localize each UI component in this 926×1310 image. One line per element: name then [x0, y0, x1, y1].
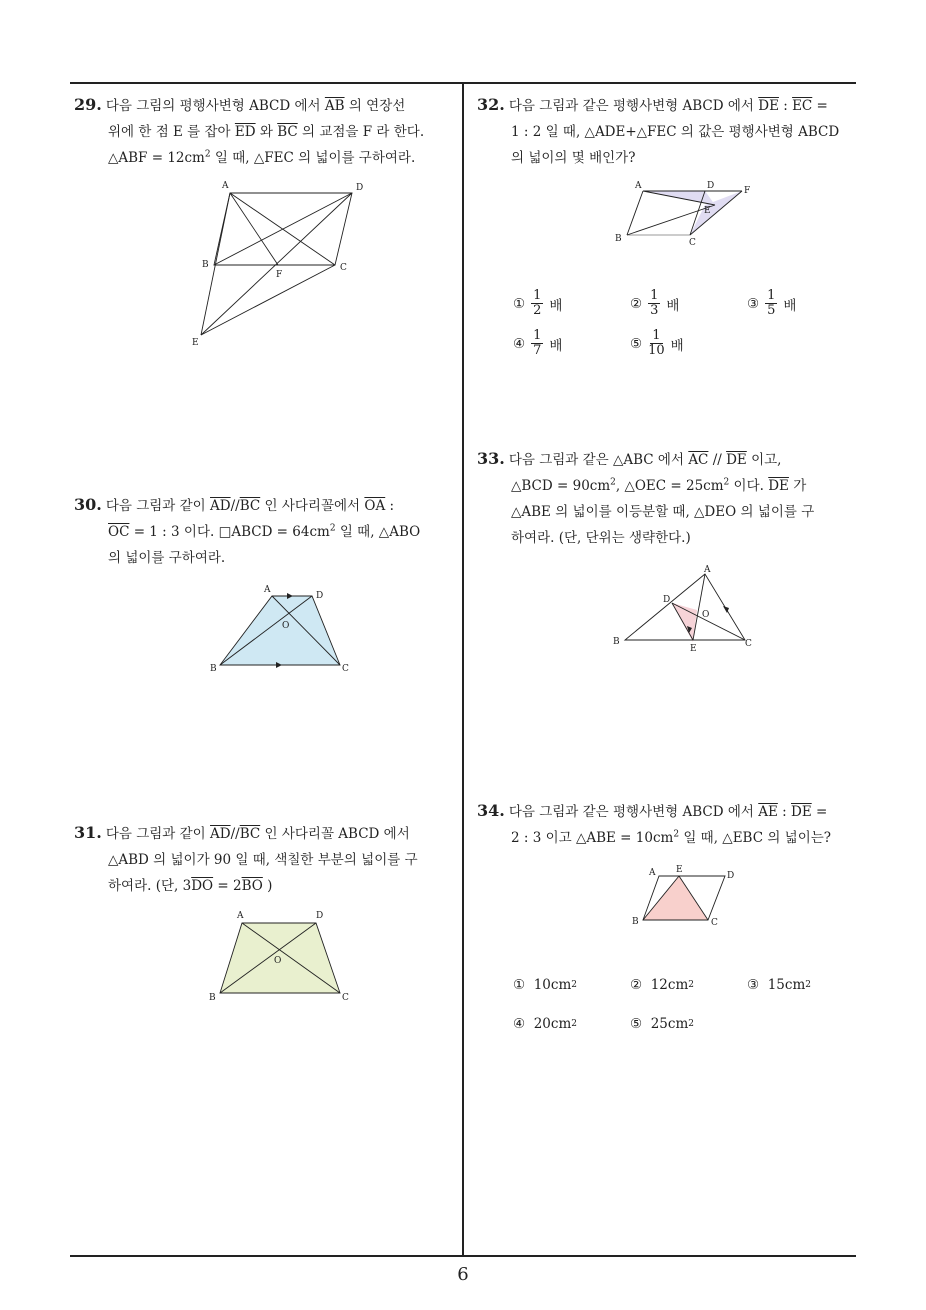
choice-3[interactable]: ③ 15cm 2: [747, 977, 811, 993]
choice-2[interactable]: ② $\frac{1}{3}$ 배: [630, 288, 680, 318]
choice-1[interactable]: ① 10cm 2: [513, 977, 577, 993]
label-d: D: [356, 183, 364, 193]
question-29: 29. 다음 그림의 평행사변형 ABCD 에서 $\overline{AB}$ 의 연장선 위에 한 점 E 를 잡아 $\overline{ED}$ 와 $\overline{BC}$ 의 교점을 F 라 한다. △ABF = $12cm^2$ 일 때, △FEC 의 넓이를 구하여라.: [74, 95, 425, 166]
question-31: 31. 다음 그림과 같이 $\overline{AD}//\overline{BC}$ 인 사다리꼴 ABCD 에서 △ABD 의 넓이가 90 일 때, 색칠한 부분의 넓이를 구 하여라. (단, $3\overline{DO} = 2\overline{BO}$ ): [74, 823, 418, 894]
question-number: 34.: [477, 801, 505, 820]
label-c: C: [689, 238, 696, 248]
label-b: B: [209, 993, 216, 1003]
figure-32-parallelogram: [605, 175, 765, 250]
label-f: F: [744, 186, 751, 196]
choice-4[interactable]: ④ $\frac{1}{7}$ 배: [513, 328, 563, 358]
label-d: D: [663, 595, 671, 605]
label-o: O: [282, 621, 290, 631]
label-b: B: [615, 234, 622, 244]
choice-4[interactable]: ④ 20cm 2: [513, 1016, 577, 1032]
question-number: 31.: [74, 823, 102, 842]
label-c: C: [342, 664, 349, 674]
label-c: C: [340, 263, 347, 273]
question-number: 33.: [477, 449, 505, 468]
label-a: A: [222, 181, 229, 191]
choice-5[interactable]: ⑤ 25cm 2: [630, 1016, 694, 1032]
label-d: D: [316, 911, 324, 921]
label-o: O: [274, 956, 282, 966]
label-d: D: [727, 871, 735, 881]
question-number: 29.: [74, 95, 102, 114]
question-34: 34. 다음 그림과 같은 평행사변형 ABCD 에서 $\overline{AE}$ : $\overline{DE}$ = 2 : 3 이고 △ABE = $10cm^2$ 일 때, △EBC 의 넓이는?: [477, 801, 832, 846]
question-32: 32. 다음 그림과 같은 평행사변형 ABCD 에서 $\overline{DE}$ : $\overline{EC}$ = 1 : 2 일 때, △ADE+△FEC 의 값은 평행사변형 ABCD 의 넓이의 몇 배인가?: [477, 95, 840, 166]
label-c: C: [745, 639, 752, 649]
figure-30-trapezoid: [200, 580, 360, 680]
label-c: C: [342, 993, 349, 1003]
label-a: A: [237, 911, 244, 921]
label-b: B: [202, 260, 209, 270]
page-number: 6: [457, 1264, 469, 1285]
column-divider: [462, 82, 464, 1256]
label-b: B: [632, 917, 639, 927]
label-a: A: [635, 181, 642, 191]
label-e: E: [704, 206, 711, 216]
question-number: 32.: [477, 95, 505, 114]
figure-33-triangle: [605, 560, 765, 655]
choice-3[interactable]: ③ $\frac{1}{5}$ 배: [747, 288, 797, 318]
choice-5[interactable]: ⑤ $\frac{1}{10}$ 배: [630, 328, 684, 358]
figure-34-parallelogram: [625, 858, 755, 933]
figure-31-trapezoid: [200, 905, 360, 1005]
label-o: O: [702, 610, 710, 620]
figure-29-parallelogram: [180, 175, 380, 350]
label-c: C: [711, 918, 718, 928]
label-a: A: [264, 585, 271, 595]
choice-2[interactable]: ② 12cm 2: [630, 977, 694, 993]
label-a: A: [704, 565, 711, 575]
label-b: B: [613, 637, 620, 647]
label-e: E: [192, 338, 199, 348]
bottom-rule: [70, 1255, 856, 1257]
choice-1[interactable]: ① $\frac{1}{2}$ 배: [513, 288, 563, 318]
question-number: 30.: [74, 495, 102, 514]
label-e: E: [690, 644, 697, 654]
question-33: 33. 다음 그림과 같은 △ABC 에서 $\overline{AC} // \overline{DE}$ 이고, △BCD = $90cm^2$, △OEC = $25cm^2$ 이다. $\overline{DE}$ 가 △ABE 의 넓이를 이등분할 때, △DEO 의 넓이를 구 하여라. (단, 단위는 생략한다.): [477, 449, 815, 546]
label-e: E: [676, 865, 683, 875]
label-a: A: [649, 868, 656, 878]
label-b: B: [210, 664, 217, 674]
question-30: 30. 다음 그림과 같이 $\overline{AD}//\overline{BC}$ 인 사다리꼴에서 $\overline{OA}$ : $\overline{OC} = 1$ : 3 이다. □ABCD = $64cm^2$ 일 때, △ABO 의 넓이를 구하여라.: [74, 495, 421, 566]
label-d: D: [316, 591, 324, 601]
label-f: F: [276, 270, 283, 280]
label-d: D: [707, 181, 715, 191]
